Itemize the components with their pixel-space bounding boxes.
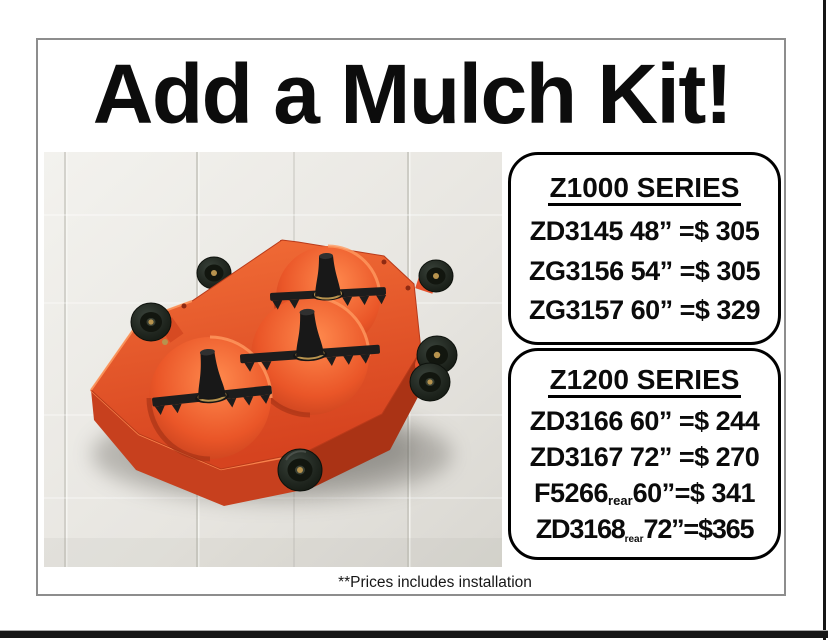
model-number: ZG3157 (529, 295, 624, 326)
model-number: ZD3166 (529, 405, 623, 436)
price-row (530, 218, 759, 245)
model-number: ZG3156 (529, 255, 624, 286)
model-suffix: rear (624, 533, 644, 545)
model-suffix: rear (608, 492, 633, 508)
price-box-z1200 (508, 348, 781, 560)
price-row (529, 297, 760, 324)
window-right-edge (823, 0, 826, 640)
model-number: F5266 (533, 477, 609, 508)
size-and-price: 72”=$365 (643, 513, 754, 544)
model-number: ZD3167 (529, 441, 623, 472)
price-row (529, 255, 760, 286)
model-number: ZD3145 (529, 216, 623, 247)
size-and-price: 72” =$ 270 (622, 441, 760, 472)
page-title: Add a Mulch Kit! (92, 47, 732, 141)
series-heading: Z1200 SERIES (548, 365, 742, 398)
size-and-price: 60” =$ 329 (623, 295, 760, 326)
front-wheel (278, 449, 322, 491)
price-row (535, 513, 754, 545)
model-number: ZD3168 (535, 513, 625, 544)
price-row (533, 477, 755, 508)
product-photo (44, 152, 502, 567)
series-heading: Z1000 SERIES (548, 173, 742, 206)
size-and-price: 48” =$ 305 (622, 216, 760, 247)
right-lower-wheel (410, 363, 450, 401)
price-row (529, 405, 760, 436)
price-box-z1000 (508, 152, 781, 345)
window-bottom-bar (0, 630, 828, 638)
price-row (529, 441, 760, 472)
size-and-price: 60”=$ 341 (632, 477, 755, 508)
installation-footnote: **Prices includes installation (338, 574, 532, 591)
size-and-price: 60” =$ 244 (622, 405, 760, 436)
size-and-price: 54” =$ 305 (623, 255, 760, 286)
